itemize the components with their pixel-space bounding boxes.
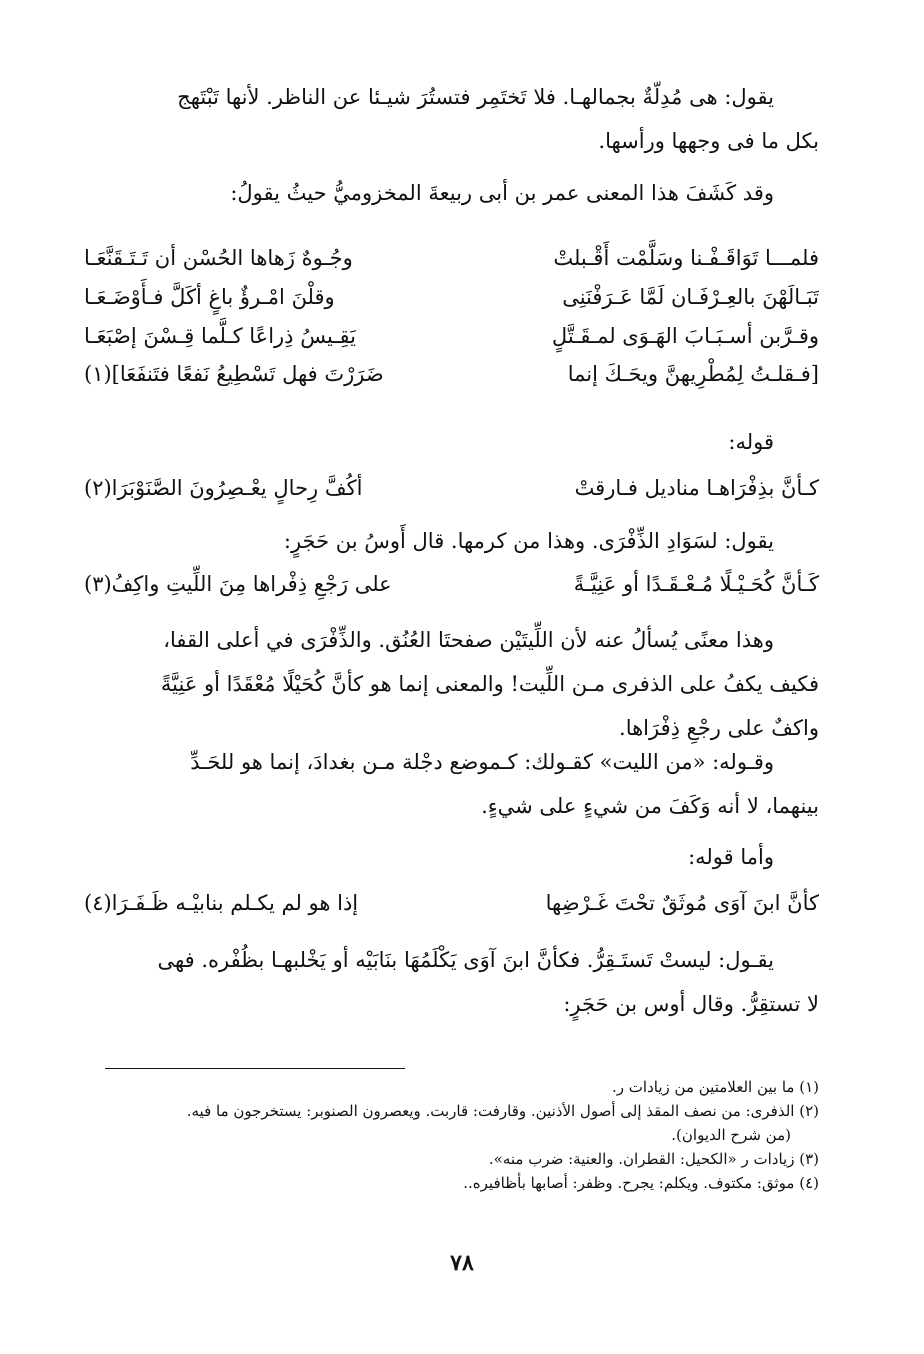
paragraph-maana bbox=[84, 618, 819, 750]
heading-qawluh bbox=[84, 420, 819, 464]
footnotes bbox=[84, 1075, 819, 1195]
paragraph-line: وقد كَشَفَ هذا المعنى عمر بن أبى ربيعةَ المخزوميُّ حيثُ يقولُ: bbox=[230, 181, 774, 205]
page-number: ٧٨ bbox=[450, 1250, 474, 1276]
heading-amma-qawluh bbox=[84, 835, 819, 879]
footnote-1: (١) ما بين العلامتين من زيادات ر. bbox=[612, 1078, 819, 1096]
verse-line-dhifra bbox=[84, 466, 819, 510]
footnote-3: (٣) زيادات ر «الكحيل: القطران. والعنية: ضرب منه». bbox=[488, 1150, 819, 1168]
footnote-2: (٢) الذفرى: من نصف المقذ إلى أصول الأذنين. وقارفت: قاربت. ويعصرون الصنوبر: يستخرجون ما فيه. bbox=[186, 1102, 819, 1120]
verse-first-hemistich: كـأنَّ بذِفْرَاهـا مناديل فـارقتْ bbox=[574, 476, 819, 500]
verse-line bbox=[84, 275, 819, 319]
paragraph-meaning-of-verse bbox=[84, 75, 819, 163]
paragraph-line: بينهما، لا أنه وَكَفَ من شيءٍ على شيءٍ. bbox=[481, 794, 819, 818]
verse-first-hemistich: فلمـــا تَوَاقَـفْـنا وسَلَّمْت أَقْـبلتْ bbox=[553, 246, 819, 270]
paragraph-line: وقـوله: «من الليت» كقـولك: كـموضع دجْلة مـن بغدادَ، إنما هو للحَـدِّ bbox=[190, 750, 774, 774]
paragraph-laith bbox=[84, 740, 819, 828]
paragraph-line: وأما قوله: bbox=[688, 845, 774, 869]
paragraph-line: فكيف يكفُ على الذفرى مـن اللِّيت! والمعنى إنما هو كأنَّ كُحَيْلًا مُعْقَدًا أو عَنِيَّةً bbox=[160, 672, 819, 696]
verse-first-hemistich: تَبَـالَهْنَ بالعِـرْفَـان لَمَّا عَـرَفْنَنِى bbox=[562, 285, 819, 309]
paragraph-line: بكل ما فى وجهها ورأسها. bbox=[598, 129, 819, 153]
paragraph-sawad bbox=[84, 519, 819, 563]
verse-second-hemistich: أكُفَّ رِحالٍ يعْـصِرُونَ الصَّنَوْبَرَا(٢) bbox=[84, 476, 363, 500]
verse-line bbox=[84, 236, 819, 280]
paragraph-line: يقول: لسَوَادِ الذِّفْرَى. وهذا من كرمها. قال أَوسُ بن حَجَرٍ: bbox=[283, 529, 774, 553]
verse-second-hemistich: وجُـوهٌ زَهاها الحُسْن أن تَـتَـقَنَّعَـا bbox=[84, 246, 353, 270]
verse-first-hemistich: كأنَّ ابنَ آوَى مُوثَقٌ تحْتَ غَـرْضِها bbox=[545, 891, 819, 915]
footnote-separator bbox=[105, 1068, 405, 1069]
verse-second-hemistich: يَقِـيسُ ذِراعًا كـلَّما قِـسْنَ إصْبَعَـا bbox=[84, 324, 356, 348]
verse-first-hemistich: كَـأنَّ كُحَـيْـلًا مُـعْـقَـدًا أو عَنِيَّـةً bbox=[573, 572, 819, 596]
paragraph-tastaqir bbox=[84, 938, 819, 1026]
footnote-2-continued: (من شرح الديوان). bbox=[671, 1126, 791, 1144]
paragraph-line: وهذا معنًى يُسألُ عنه لأن اللِّيتَيْن صفحتَا العُنُق. والذِّفْرَى في أعلى القفا، bbox=[163, 628, 774, 652]
verse-line-aws bbox=[84, 562, 819, 606]
paragraph-line: واكفٌ على رجْعِ ذِفْرَاها. bbox=[619, 716, 819, 740]
paragraph-line: قوله: bbox=[728, 430, 774, 454]
verse-first-hemistich: وقـرَّبن أسـبَـابَ الهَـوَى لمـقَـتَّلٍ bbox=[551, 324, 819, 348]
verse-line bbox=[84, 352, 819, 396]
verse-second-hemistich: إذا هو لم يكـلم بنابيْـه ظَـفَـرَا(٤) bbox=[84, 891, 359, 915]
paragraph-umar-intro bbox=[84, 171, 819, 215]
verse-second-hemistich: على رَجْعِ ذِفْراها مِنَ اللِّيتِ واكِفُ(٣) bbox=[84, 572, 392, 596]
footnote-4: (٤) موثق: مكتوف. ويكلم: يجرح. وظفر: أصابها بأظافيره.. bbox=[463, 1174, 819, 1192]
paragraph-line: يقـول: ليستْ تَستَـقِرُّ. فكأنَّ ابنَ آوَى يَكْلَمُهَا بنَابَيْه أو يَخْلبهـا بظُفْره. فهى bbox=[157, 948, 774, 972]
verse-second-hemistich: وقلْنَ امْـرؤٌ باغٍ أكَلَّ فـأَوْضَـعَـا bbox=[84, 285, 335, 309]
verse-second-hemistich: ضَرَرْتَ فهل تَسْطِيعُ نَفعًا فتَنفَعَا](١) bbox=[84, 362, 384, 386]
paragraph-line: لا تستقِرُّ. وقال أوس بن حَجَرٍ: bbox=[563, 992, 819, 1016]
paragraph-line: يقول: هى مُدِلّةٌ بجمالهـا. فلا تَختَمِر فتستُرَ شيـئا عن الناظر. لأنها تَبْتَهج bbox=[177, 85, 774, 109]
verse-first-hemistich: [فـقلـتُ لِمُطْرِيهنَّ ويحَـكَ إنما bbox=[567, 362, 819, 386]
verse-line-ibn-awa bbox=[84, 881, 819, 925]
